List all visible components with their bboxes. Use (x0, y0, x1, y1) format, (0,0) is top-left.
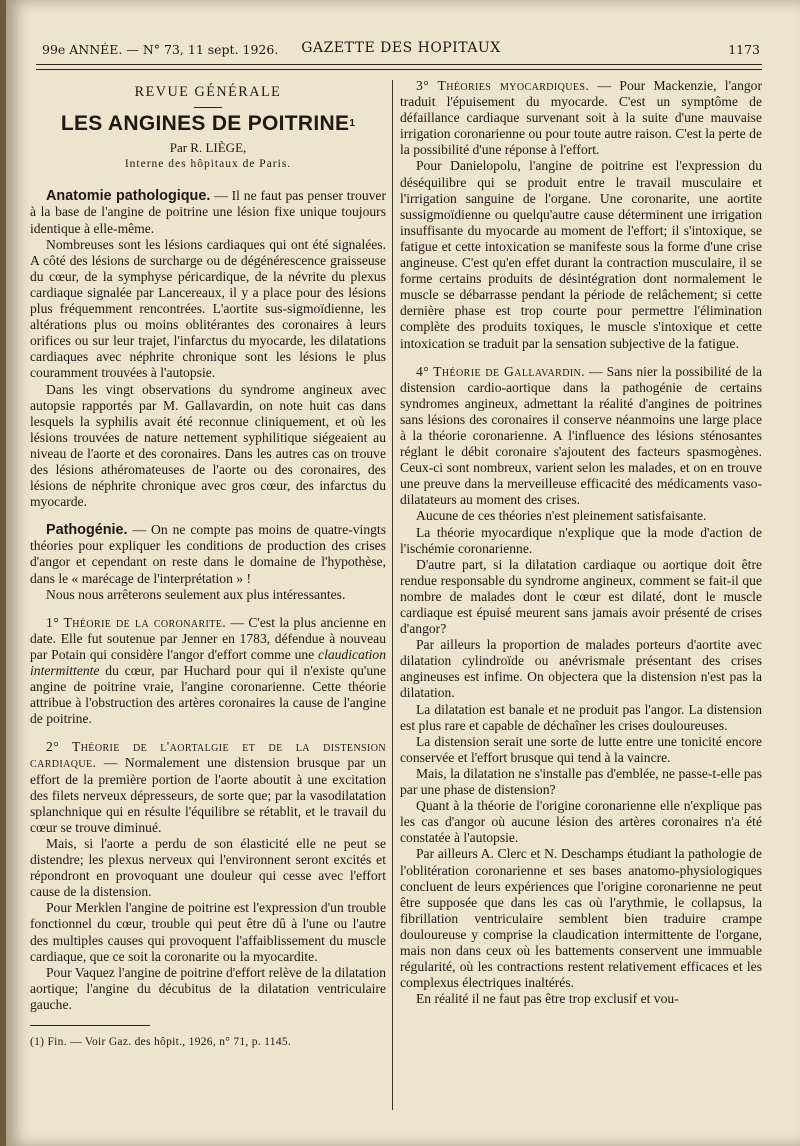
theory1-paragraph (30, 615, 386, 728)
article-title (30, 112, 386, 136)
theory2-paragraph-4: Pour Vaquez l'angine de poitrine d'effort relève de la dilatation aortique; l'angine du décubitus de la dilatation ventriculaire gauche. (30, 964, 386, 1012)
pathogeny-text-1: — On ne compte pas moins de quatre-vingts théories pour expliquer les conditions de production des crises d'angor et cependant on reste dans le domaine de l'hypothèse, dans le « marécage de l'interprétation » ! (30, 522, 386, 586)
right-paragraph-5: Par ailleurs la proportion de malades porteurs d'aortite avec dilatation cylindroïde ou anévrismale présentant des crises angineuses est infime. On objectera que la distension n'est pas la dilatation. (400, 637, 762, 701)
title-footnote-marker: 1 (349, 118, 356, 130)
anatomy-heading: Anatomie pathologique. (46, 188, 211, 205)
theory3-paragraph-1 (400, 78, 762, 158)
right-column (400, 78, 762, 1007)
theory2-text-1: — Normalement une distension brusque par un effort de la première portion de l'aorte aboutit à une excitation des filets nerveux dépresseurs, de sorte que; par la vasodilatation splanchnique qui en résulte l'équilibre se rétablit, et le travail du cœur se trouve diminué. (30, 755, 386, 835)
running-head (42, 38, 760, 60)
right-paragraph-7: La distension serait une sorte de lutte entre une tonicité encore conservée et l'effort brusque qui tend à la vaincre. (400, 733, 762, 765)
right-paragraph-2: Aucune de ces théories n'est pleinement satisfaisante. (416, 508, 707, 524)
theory2-paragraph-1 (30, 739, 386, 836)
right-paragraph-8: Mais, la dilatation ne s'installe pas d'emblée, ne passe-t-elle pas par une phase de distension? (400, 765, 762, 798)
left-column (30, 78, 386, 1050)
right-paragraph-9: Quant à la théorie de l'origine coronarienne elle n'explique pas les cas d'angor où aucune lésion des artères coronaires n'a été constatée à l'autopsie. (400, 798, 762, 846)
right-paragraph-3: La théorie myocardique n'explique que la mode d'action de l'ischémie coronarienne. (400, 524, 762, 556)
issue-info: 99e ANNÉE. — N° 73, 11 sept. 1926. (42, 42, 279, 57)
title-text: LES ANGINES DE POITRINE (60, 112, 350, 136)
anatomy-text-1: — Il ne faut pas penser trouver à la base de l'angine de poitrine une lésion fixe unique toujours identique à elle-même. (30, 188, 386, 236)
anatomy-paragraph-2: Nombreuses sont les lésions cardiaques qui ont été signalées. A côté des lésions de surcharge ou de dégénérescence graisseuse du cœur, de la symphyse péricardique, de la névrite du plexus cardiaque signalée par Lancereaux, il y a place pour des lésions plus fréquemment rencontrées. L'aortite sus-sigmoïdienne, les altérations plus ou moins oblitérantes des coronaires à leurs orifices ou sur leur trajet, l'infarctus du myocarde, les dilatations cardiaques avec néphrite chronique sont les lésions le plus couramment trouvées à l'autopsie. (30, 236, 386, 381)
author-affiliation: Interne des hôpitaux de Paris. (124, 158, 292, 171)
theory1-heading: 1° Théorie de la coronarite. (46, 614, 227, 630)
pathogeny-paragraph-2: Nous nous arrêterons seulement aux plus intéressantes. (46, 586, 346, 602)
theory1-emphasis: claudication intermittente (30, 646, 386, 678)
theory3-heading: 3° Théories myocardiques. (416, 78, 590, 93)
footnote-rule (30, 1025, 150, 1026)
right-paragraph-11: En réalité il ne faut pas être trop exclusif et vou- (416, 991, 679, 1007)
header-rule (36, 64, 762, 70)
journal-title: GAZETTE DES HOPITAUX (301, 40, 501, 56)
theory4-paragraph-1 (400, 364, 762, 509)
footnote: (1) Fin. — Voir Gaz. des hôpit., 1926, n° 71, p. 1145. (30, 1035, 292, 1048)
theory2-paragraph-3: Pour Merklen l'angine de poitrine est l'expression d'un trouble fonctionnel du cœur, trouble qui peut être dû à l'une ou l'autre des multiples causes qui provoquent l'affaiblissement du muscle cardiaque, que ce soit la coronarite ou la myocardite. (30, 900, 386, 964)
pathogeny-heading: Pathogénie. (46, 522, 128, 539)
right-paragraph-6: La dilatation est banale et ne produit pas l'angor. La distension est plus rare et capable de déchaîner les crises douloureuses. (400, 701, 762, 733)
author-byline: Par R. LIÈGE, (169, 140, 247, 156)
theory3-text-1: — Pour Mackenzie, l'angor traduit l'épuisement du myocarde. C'est un symptôme de défaillance cardiaque survenant soit à la suite d'une mauvaise irrigation coronarienne ou pour toute autre raison. C'est la perte de la possibilité d'une réponse à l'effort. (400, 78, 762, 158)
theory2-paragraph-2: Mais, si l'aorte a perdu de son élasticité elle ne peut se distendre; les plexus nerveux qui l'environnent seront excités et répondront en provoquant une douleur qui cesse avec l'effort cause de la distension. (30, 835, 386, 900)
journal-page (6, 0, 800, 1146)
right-paragraph-10: Par ailleurs A. Clerc et N. Deschamps étudiant la pathologie de l'oblitération coronarienne et ses bases anatomo-physiologiques concluent de leurs expériences que l'origine coronarienne ne peut être supposée que dans les cas où l'arythmie, le collapsus, la fibrillation ventriculaire semblent bien traduire crampe douloureuse y comprise la claudication intermittente de l'organe, mais non dans ceux où les battements conservent une immuable régularité, où les contractions restent relativement efficaces et les complexus électriques inaltérés. (400, 846, 762, 991)
theory4-text-1: — Sans nier la possibilité de la distension cardio-aortique dans la pathogénie de certains syndromes angineux, admettant la réalité d'angines de poitrines sans lésions des coronaires il conserve néanmoins une large place à la théorie coronarienne. A l'influence des lésions sténosantes réglant le débit coronaire s'ajoutent des facteurs spasmogènes. Ceux-ci sont nombreux, varient selon les malades, et on en trouve une preuve dans la merveilleuse efficacité des médicaments vaso-dilatateurs au moment des crises. (400, 363, 762, 508)
theory2-heading: 2° Théorie de l'aortalgie et de la distension cardiaque. (30, 739, 386, 771)
anatomy-paragraph-1 (30, 188, 386, 236)
section-label: REVUE GÉNÉRALE (134, 84, 282, 100)
page-number: 1173 (728, 42, 760, 57)
anatomy-paragraph-3: Dans les vingt observations du syndrome angineux avec autopsie rapportés par M. Gallavardin, on note huit cas dans lesquels la syphilis avait été reconnue cliniquement, et où les lésions trouvées de nature nettement syphilitique siégeaient au niveau de l'aorte et des coronaires. Dans les autres cas on trouve des lésions athéromateuses de l'aorte ou des coronaires, des lésions de néphrite chronique avec gros cœur, des infarctus du myocarde. (30, 381, 386, 510)
theory3-paragraph-2: Pour Danielopolu, l'angine de poitrine est l'expression du déséquilibre qui se produit entre le travail musculaire et l'irrigation sanguine de l'organe. Une coronarite, une aortite sussigmoïdienne ou quelqu'autre cause déterminent une irrigation insuffisante du myocarde au moment de l'effort; il s'intoxique, se fatigue et cette intoxication se manifeste sous la forme d'une crise angineuse. C'est qu'en effet durant la contraction musculaire, il se forme certains produits de désintégration dont normalement le muscle se débarrasse pendant la période de relâchement; si cette dernière phase est trop courte pour permettre l'élimination complète des produits toxiques, le muscle s'intoxique et cette intoxication se traduit par la sensation subjective de la fatigue. (400, 158, 762, 351)
right-paragraph-4: D'autre part, si la dilatation cardiaque ou aortique doit être rendue responsable du syndrome angineux, comment se fait-il que nombre de malades dont le cœur est dilaté, dont le muscle cardiaque est épuisé meurent sans jamais avoir présenté de crises d'angor? (400, 556, 762, 637)
column-divider (392, 80, 393, 1110)
theory4-heading: 4° Théorie de Gallavardin. (416, 363, 585, 379)
section-divider (194, 107, 222, 108)
theory1-text-a: — C'est la plus ancienne en date. Elle fut soutenue par Jenner en 1783, défendue à nouveau par Potain qui considère l'angor d'effort comme une (30, 614, 386, 662)
pathogeny-paragraph-1 (30, 522, 386, 586)
theory1-text-b: du cœur, par Huchard pour qui il n'existe qu'une angine de poitrine vraie, l'angine coronarienne. Cette théorie attribue à l'obstruction des artères coronaires la cause de l'angine de poitrine. (30, 663, 386, 727)
